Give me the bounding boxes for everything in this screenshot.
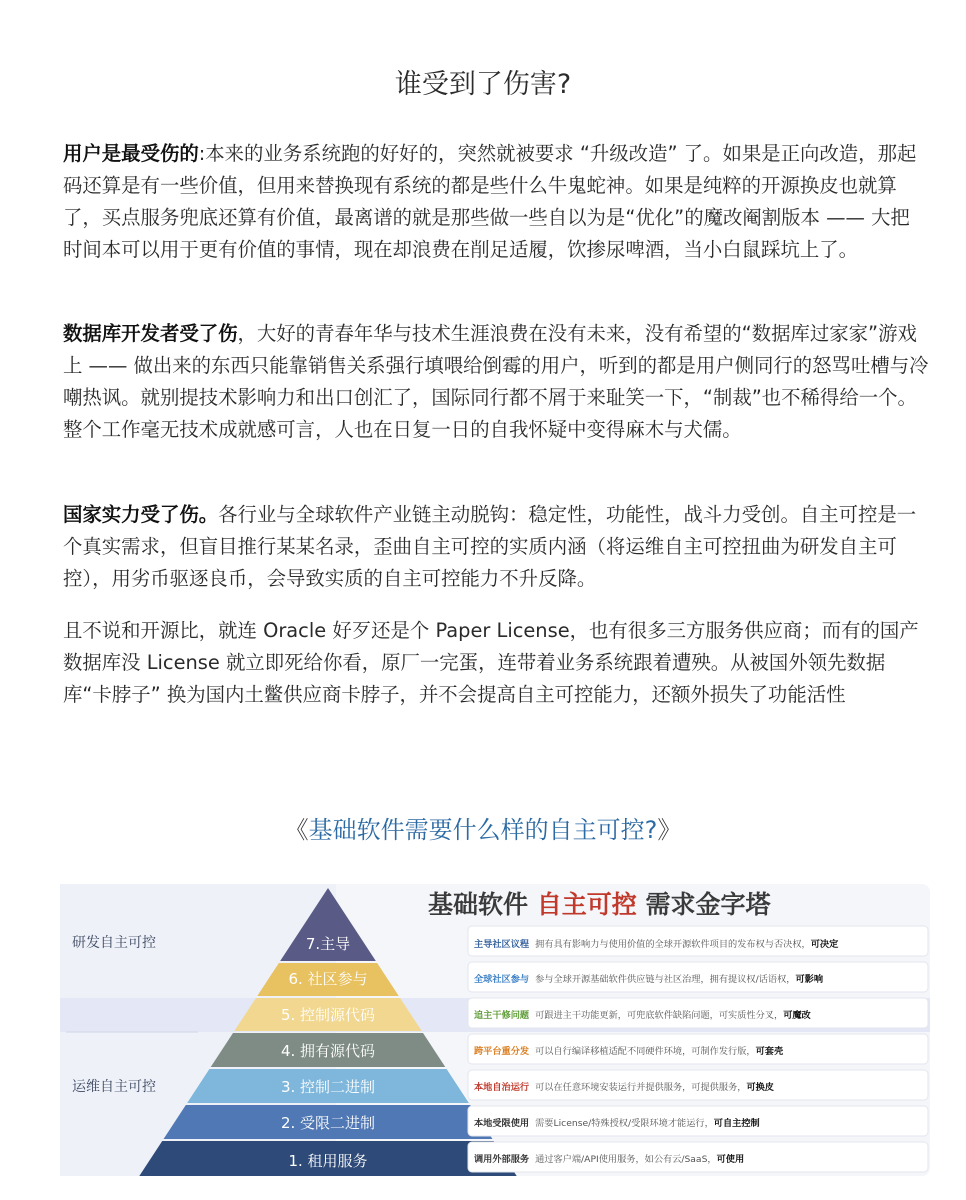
paragraph-nation-lead: 国家实力受了伤。	[63, 503, 219, 526]
level-label-5: 5. 控制源代码	[280, 1006, 376, 1024]
desc-text-7: 拥有具有影响力与使用价值的全球开源软件项目的发布权与否决权，	[535, 939, 811, 950]
side-label-rd: 研发自主可控	[72, 935, 156, 951]
desc-key-2: 本地受限使用	[474, 1118, 530, 1129]
page-title: 谁受到了伤害?	[394, 69, 572, 101]
desc-row-4	[474, 1043, 783, 1057]
pyramid-title	[428, 885, 770, 921]
desc-em-7: 可决定	[810, 939, 839, 950]
desc-row-1	[474, 1151, 744, 1165]
side-label-ops: 运维自主可控	[72, 1079, 156, 1095]
paragraph-developers-lead: 数据库开发者受了伤	[63, 322, 238, 345]
desc-row-5	[474, 1007, 811, 1021]
desc-em-3: 可换皮	[746, 1082, 774, 1093]
level-label-4: 4. 拥有源代码	[280, 1042, 376, 1060]
level-label-7: 7.主导	[305, 935, 351, 953]
desc-text-1: 通过客户端/API使用服务，如公有云/SaaS，	[535, 1154, 717, 1165]
desc-row-3	[474, 1079, 774, 1093]
pyramid-title-c: 需求金字塔	[636, 890, 771, 919]
level-label-6: 6. 社区参与	[288, 970, 368, 988]
paragraph-developers	[63, 318, 929, 446]
desc-text-5: 可跟进主干功能更新，可兜底软件缺陷问题，可实质性分叉，	[535, 1010, 784, 1021]
desc-em-4: 可套壳	[755, 1046, 784, 1057]
caption-open-bracket: 《	[284, 816, 309, 844]
paragraph-users-body: :本来的业务系统跑的好好的，突然就被要求 “升级改造” 了。如果是正向改造，那起码还算是有一些价值，但用来替换现有系统的都是些什么牛鬼蛇神。如果是纯粹的开源换皮也就算了，买点服务兜底还算有价值，最离谱的就是那些做一些自以为是“优化”的魔改阉割版本 —— 大把时间本可以用于更有价值的事情，现在却浪费在削足适履，饮掺尿啤酒，当小白鼠踩坑上了。	[63, 142, 917, 261]
desc-text-6: 参与全球开源基础软件供应链与社区治理，拥有提议权/话语权，	[535, 974, 796, 985]
desc-em-2: 可自主控制	[713, 1118, 760, 1129]
paragraph-developers-body: ，大好的青春年华与技术生涯浪费在没有未来，没有希望的“数据库过家家”游戏上 —— 做出来的东西只能靠销售关系强行填喂给倒霉的用户，听到的都是用户侧同行的怒骂吐槽与冷嘲热讽。就别提技术影响力和出口创汇了，国际同行都不屑于来耻笑一下，“制裁”也不稀得给一个。整个工作毫无技术成就感可言，人也在日复一日的自我怀疑中变得麻木与犬儒。	[63, 322, 929, 441]
desc-key-1: 调用外部服务	[474, 1154, 530, 1165]
desc-key-5: 追主干修问题	[474, 1010, 530, 1021]
level-label-1: 1. 租用服务	[288, 1152, 368, 1170]
level-label-3: 3. 控制二进制	[280, 1078, 376, 1096]
figure-caption	[0, 810, 966, 845]
caption-text: 基础软件需要什么样的自主可控?	[308, 816, 658, 844]
paragraph-users-lead: 用户是最受伤的	[63, 142, 199, 165]
caption-close-bracket: 》	[657, 816, 682, 844]
desc-key-4: 跨平台重分发	[474, 1046, 530, 1057]
desc-key-3: 本地自治运行	[474, 1082, 530, 1093]
desc-text-2: 需要License/特殊授权/受限环境才能运行，	[535, 1118, 714, 1129]
paragraph-oracle	[63, 615, 929, 711]
desc-em-6: 可影响	[795, 974, 824, 985]
desc-text-4: 可以自行编译移植适配不同硬件环境，可制作发行版，	[535, 1046, 756, 1057]
desc-em-5: 可魔改	[783, 1010, 811, 1021]
desc-key-7: 主导社区议程	[474, 939, 530, 950]
pyramid-figure	[58, 880, 934, 1180]
pyramid-graphic	[58, 880, 934, 1180]
desc-row-6	[474, 971, 823, 985]
level-label-2: 2. 受限二进制	[280, 1114, 376, 1132]
paragraph-nation-body: 各行业与全球软件产业链主动脱钩：稳定性，功能性，战斗力受创。自主可控是一个真实需求，但盲目推行某某名录，歪曲自主可控的实质内涵（将运维自主可控扭曲为研发自主可控），用劣币驱逐良币，会导致实质的自主可控能力不升反降。	[63, 503, 917, 590]
desc-em-1: 可使用	[716, 1154, 745, 1165]
desc-text-3: 可以在任意环境安装运行并提供服务，可提供服务，	[535, 1082, 747, 1093]
paragraph-nation	[63, 499, 929, 595]
desc-row-2	[474, 1115, 760, 1129]
paragraph-users	[63, 138, 929, 266]
pyramid-title-b: 自主可控	[536, 890, 637, 919]
paragraph-oracle-body: 且不说和开源比，就连 Oracle 好歹还是个 Paper License，也有很多三方服务供应商；而有的国产数据库没 License 就立即死给你看，原厂一完蛋，连带着业务系统跟着遭殃。从被国外领先数据库“卡脖子” 换为国内土鳖供应商卡脖子，并不会提高自主可控能力，还额外损失了功能活性	[63, 619, 919, 706]
desc-row-7	[474, 936, 838, 950]
desc-key-6: 全球社区参与	[474, 974, 530, 985]
pyramid-title-a: 基础软件	[428, 890, 537, 919]
